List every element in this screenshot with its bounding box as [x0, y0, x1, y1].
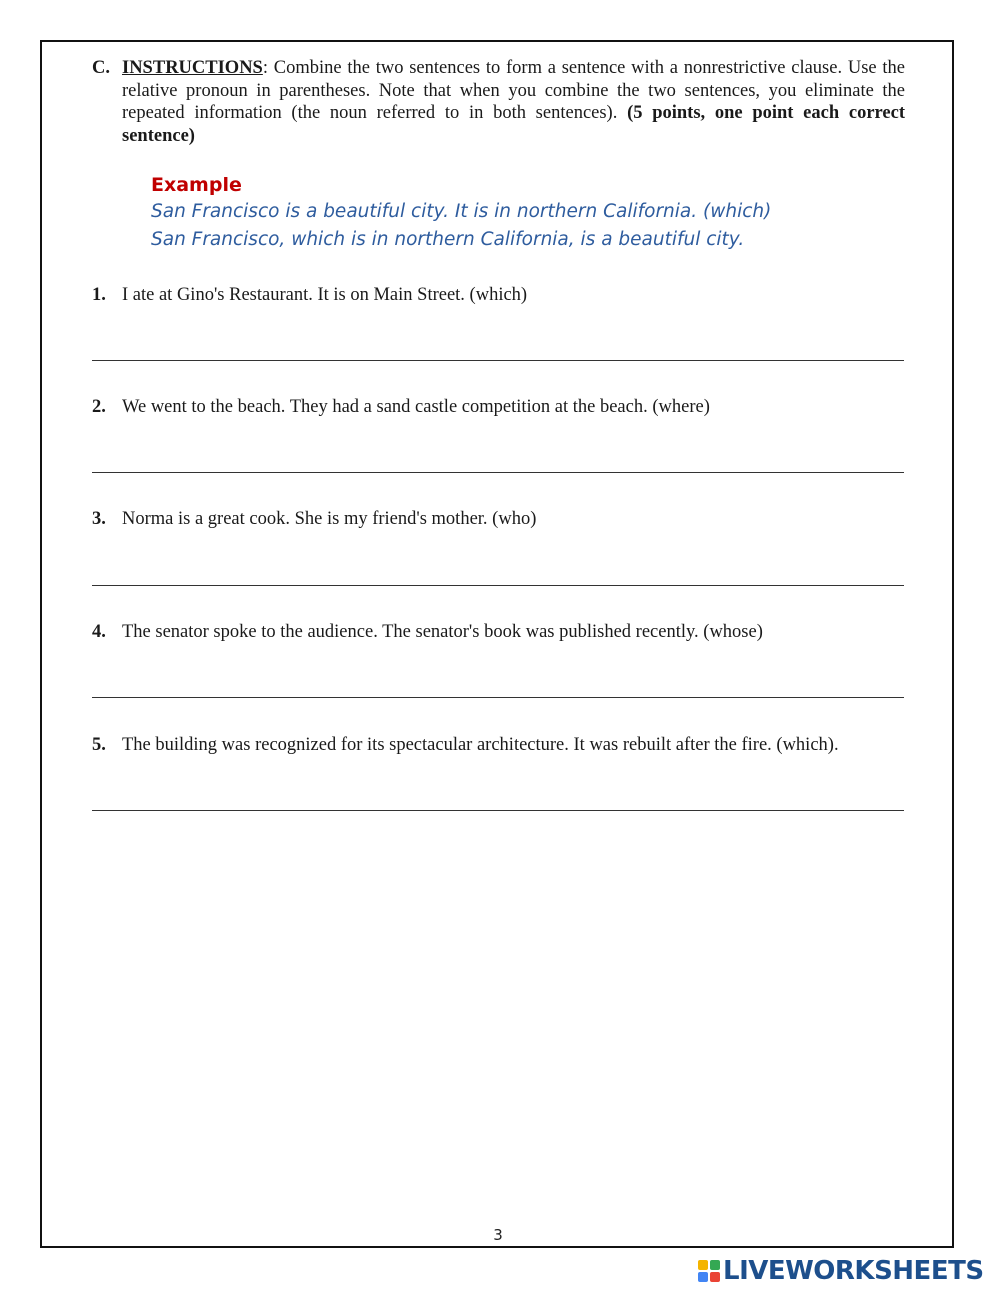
- answer-line-5[interactable]: [92, 810, 904, 811]
- liveworksheets-logo-icon: [698, 1260, 720, 1282]
- question-number: 1.: [92, 285, 106, 305]
- example-title: Example: [151, 174, 242, 196]
- example-answer: San Francisco, which is in northern California, is a beautiful city.: [151, 229, 745, 250]
- logo-square-red: [710, 1272, 720, 1282]
- instructions-heading: INSTRUCTIONS: [122, 58, 263, 78]
- answer-line-1[interactable]: [92, 360, 904, 361]
- question-number: 2.: [92, 397, 106, 417]
- instructions-text: : Combine the two sentences to form a sentence with a nonrestrictive clause. Use the relative pronoun in parentheses. Note that when you combine the two sentences, you eliminate the repeated information (the noun referred to in both sentences).: [122, 58, 905, 123]
- question-text: The building was recognized for its spectacular architecture. It was rebuilt after the fire. (which).: [122, 735, 839, 755]
- example-block: [151, 172, 771, 254]
- question-text: We went to the beach. They had a sand castle competition at the beach. (where): [122, 397, 710, 417]
- question-number: 4.: [92, 622, 106, 642]
- instructions-body: [122, 57, 905, 147]
- instructions-block: [92, 57, 905, 147]
- answer-line-3[interactable]: [92, 585, 904, 586]
- question-text: Norma is a great cook. She is my friend's mother. (who): [122, 509, 537, 529]
- logo-square-blue: [698, 1272, 708, 1282]
- logo-square-yellow: [698, 1260, 708, 1270]
- answer-line-2[interactable]: [92, 472, 904, 473]
- instructions-points: (5 points, one point each correct sentence): [122, 103, 905, 146]
- page-number: 3: [493, 1226, 503, 1244]
- question-text: The senator spoke to the audience. The senator's book was published recently. (whose): [122, 622, 763, 642]
- question-number: 5.: [92, 735, 106, 755]
- liveworksheets-brand[interactable]: [698, 1257, 984, 1285]
- section-label: C.: [92, 58, 110, 78]
- logo-square-green: [710, 1260, 720, 1270]
- example-sentence: San Francisco is a beautiful city. It is in northern California. (which): [151, 201, 772, 222]
- question-text: I ate at Gino's Restaurant. It is on Main Street. (which): [122, 285, 528, 305]
- answer-line-4[interactable]: [92, 697, 904, 698]
- question-number: 3.: [92, 509, 106, 529]
- brand-text: LIVEWORKSHEETS: [723, 1256, 984, 1286]
